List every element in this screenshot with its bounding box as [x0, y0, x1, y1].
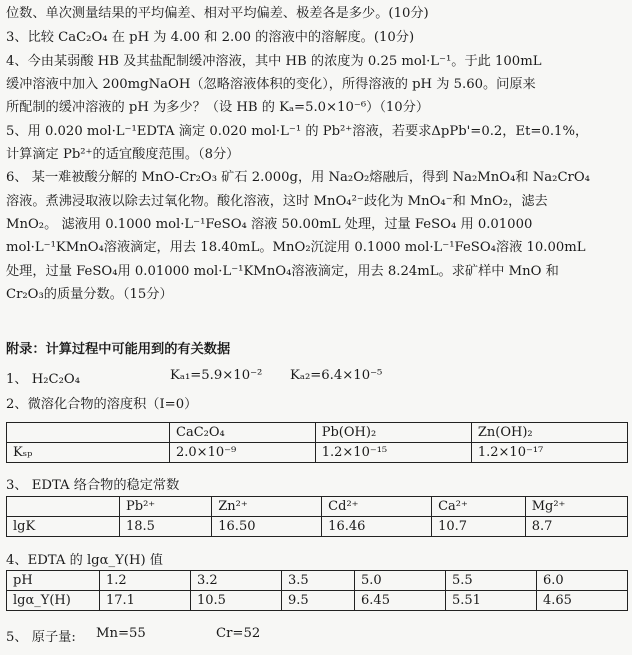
- table-cell: 10.5: [190, 591, 281, 611]
- text-line: 缓冲溶液中加入 200mgNaOH（忽略溶液体积的变化），所得溶液的 pH 为 5.60。问原来: [6, 77, 536, 92]
- table-cell: 1.2×10⁻¹⁵: [315, 443, 471, 463]
- table-cell: 8.7: [525, 517, 627, 537]
- table-cell: 3.5: [281, 571, 354, 591]
- lgalpha-table: [6, 570, 628, 611]
- table-cell: [7, 497, 120, 517]
- text-line: 处理，过量 FeSO₄用 0.01000 mol·L⁻¹KMnO₄溶液滴定，用去 8.24mL。求矿样中 MnO 和: [6, 264, 559, 279]
- table-row: [7, 497, 628, 517]
- table-cell: pH: [7, 571, 100, 591]
- table-cell: 5.0: [355, 571, 446, 591]
- table-cell: Pb(OH)₂: [315, 423, 471, 443]
- text-line: 计算滴定 Pb²⁺的适宜酸度范围。（8分）: [6, 147, 240, 162]
- ksp-table: [6, 422, 628, 463]
- table-cell: 5.51: [446, 591, 537, 611]
- text-line: 4、今由某弱酸 HB 及其盐配制缓冲溶液，其中 HB 的浓度为 0.25 mol·L⁻¹。于此 100mL: [6, 54, 542, 69]
- table-row: [7, 423, 628, 443]
- stability-table: [6, 496, 628, 537]
- table-row: [7, 443, 628, 463]
- ka2-value: Kₐ₂=6.4×10⁻⁵: [290, 368, 383, 383]
- table-cell: Zn(OH)₂: [471, 423, 627, 443]
- table-cell: lgα_Y(H): [7, 591, 100, 611]
- table-cell: 9.5: [281, 591, 354, 611]
- table-row: [7, 517, 628, 537]
- text-line: 位数、单次测量结果的平均偏差、相对平均偏差、极差各是多少。(10分): [6, 6, 429, 21]
- table-cell: 16.50: [212, 517, 322, 537]
- text-line: 3、比较 CaC₂O₄ 在 pH 为 4.00 和 2.00 的溶液中的溶解度。(10分): [6, 30, 415, 45]
- table-cell: 17.1: [100, 591, 191, 611]
- table-cell: 1.2×10⁻¹⁷: [471, 443, 627, 463]
- table-cell: 4.65: [536, 591, 627, 611]
- table-row: [7, 571, 628, 591]
- text-line: 溶液。煮沸浸取液以除去过氧化物。酸化溶液，这时 MnO₄²⁻歧化为 MnO₄⁻和 MnO₂，滤去: [6, 194, 548, 209]
- appendix-item3-title: 3、 EDTA 络合物的稳定常数: [6, 478, 180, 493]
- table-cell: 1.2: [100, 571, 191, 591]
- table-row: [7, 591, 628, 611]
- table-cell: 5.5: [446, 571, 537, 591]
- appendix-item1-label: 1、 H₂C₂O₄: [6, 372, 81, 387]
- table-cell: Kₛₚ: [7, 443, 170, 463]
- table-cell: 6.45: [355, 591, 446, 611]
- table-cell: 16.46: [322, 517, 432, 537]
- table-cell: Mg²⁺: [525, 497, 627, 517]
- table-cell: 10.7: [432, 517, 526, 537]
- table-cell: Cd²⁺: [322, 497, 432, 517]
- mn-atomic-mass: Mn=55: [96, 626, 146, 641]
- text-line: Cr₂O₃的质量分数。（15分）: [6, 287, 173, 302]
- table-cell: CaC₂O₄: [170, 423, 316, 443]
- appendix-item4-title: 4、EDTA 的 lgα_Y(H) 值: [6, 553, 163, 568]
- table-cell: [7, 423, 170, 443]
- text-line: 6、 某一难被酸分解的 MnO-Cr₂O₃ 矿石 2.000g，用 Na₂O₂熔融后，得到 Na₂MnO₄和 Na₂CrO₄: [6, 170, 590, 185]
- table-cell: 2.0×10⁻⁹: [170, 443, 316, 463]
- cr-atomic-mass: Cr=52: [216, 626, 261, 641]
- text-line: MnO₂。 滤液用 0.1000 mol·L⁻¹FeSO₄ 溶液 50.00mL 处理，过量 FeSO₄ 用 0.01000: [6, 217, 533, 232]
- text-line: 5、用 0.020 mol·L⁻¹EDTA 滴定 0.020 mol·L⁻¹ 的 Pb²⁺溶液，若要求ΔpPb'=0.2，Et=0.1%，: [6, 124, 589, 139]
- table-cell: 6.0: [536, 571, 627, 591]
- table-cell: 18.5: [120, 517, 212, 537]
- table-cell: lgK: [7, 517, 120, 537]
- table-cell: Pb²⁺: [120, 497, 212, 517]
- ka1-value: Kₐ₁=5.9×10⁻²: [170, 368, 263, 383]
- table-cell: Zn²⁺: [212, 497, 322, 517]
- appendix-item2-title: 2、微溶化合物的溶度积（I=0）: [6, 397, 198, 412]
- appendix-item5-label: 5、 原子量:: [6, 630, 76, 645]
- table-cell: Ca²⁺: [432, 497, 526, 517]
- appendix-title: 附录：计算过程中可能用到的有关数据: [6, 342, 231, 357]
- text-line: mol·L⁻¹KMnO₄溶液滴定，用去 18.40mL。MnO₂沉淀用 0.1000 mol·L⁻¹FeSO₄溶液 10.00mL: [6, 240, 586, 255]
- table-cell: 3.2: [190, 571, 281, 591]
- text-line: 所配制的缓冲溶液的 pH 为多少？（设 HB 的 Kₐ=5.0×10⁻⁶）（10分）: [6, 100, 430, 115]
